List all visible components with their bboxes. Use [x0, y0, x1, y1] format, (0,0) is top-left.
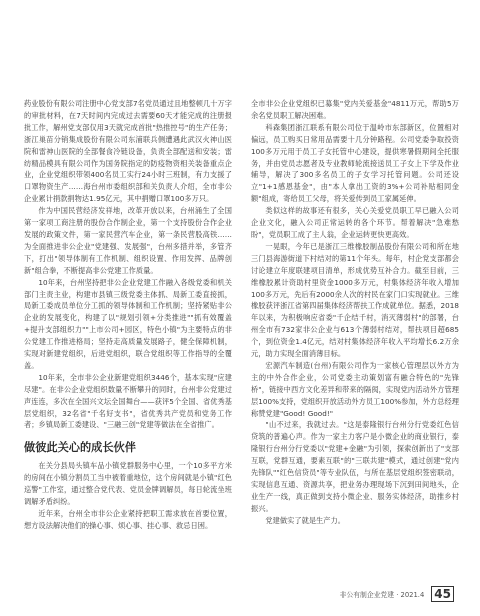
paragraph: 全市非公企业党组织已募集"党内关爱基金"4811万元，帮助5万余名党员职工解决困难。	[251, 99, 459, 120]
paragraph: 宏源汽车制造(台州)有限公司作为一家核心管理层以外方为主的中外合作企业，公司党委主动策划富有融合特色的"先锋桥"，链接中西方文化差异和带来的隔阂，实现党内活动外方管理层100%支持，党组织开放活动外方员工100%参加，外方总经理称赞党建"Good! Good!"	[251, 360, 459, 418]
top-image-band	[0, 0, 480, 96]
paragraph: 近年来，台州全市非公企业紧持把职工需求放在首要位置，想方设法解决他们的操心事、烦心事、挂心事、救忌日困。	[24, 509, 232, 530]
left-paragraphs-after	[24, 460, 232, 531]
paragraph: 10年来，全市非公企业新建党组织3446个，基本实现"应建尽建"。在非公企业党组织数量不断攀升的同时，台州非公党建过声连连，多次在全国兴文坛全国舞台——获评5个全国、省优秀基层党组织，32名省"千名好支书"，省优秀共产党员和党务工作者；乡镇局新工委建设、"三融三创"党建等做法在全省推广。	[24, 372, 232, 430]
right-column	[251, 98, 459, 527]
left-column	[24, 98, 232, 532]
paragraph: 党建做实了就是生产力。	[265, 515, 346, 525]
page-number: 45	[431, 586, 454, 602]
section-title: 做彼此关心的成长伙伴	[24, 441, 136, 455]
publication-name: 非公有制企业党建 · 2021.4	[339, 591, 425, 599]
paragraph: 药业股份有限公司注册中心党支部7名党员通过且地整顿几十万字的审批材料，在7天时间内完成过去需要60天才能完成的注册报批工作，解州党支部仅用3天就完成首批"热推控号"的生产任务；浙江巢苗分销集成股份有限公司东浦联兵侧遭遇此武汉火神山医院和雷神山医院的全部餐食冷链设备，负责全部配送和安装；雷纺精品模具有限公司作为国务院指定的防疫物资相关装备重点企业，企业党组织带领400名员工实行24小时三班制，有力支援了口罩物资生产……海台州市委组织部和关负责人介绍，全市非公企业累计捐款捐物达1.95亿元，其中捐赠口罩100多万只。	[24, 99, 232, 204]
paragraph: 科森集团浙江联系有限公司位于温岭市东部新区，位置相对偏远，员工购买日常用品需要十几分钟路程。公司党委争取投资100多万元用于员工子女托管中心建设，提供寒暑假期间全托服务，并由党员志愿者及专业教师轮流接送员工子女上下学及作业辅导，解决了300多名员工的子女学习托管问题。公司还设立"1+1感恩基金"，由"本人拿出工资的3%+公司补贴相同金额"组成，寄给员工父母，将关爱传到员工家属延伸。	[251, 122, 459, 204]
paragraph: 10年来，台州坚持把非公企业党建工作融入各级党委和机关部门主责主业，构建市县镇三级党委主体抓、局新工委直接抓，局新工委成员单位分工抓的领导体制和工作机制；坚持紧贴非公企业的发展变化，构建了以"规划引领+分类推进""抓有效覆盖+提升支部组织力""上市公司+园区，特色小镇"为主要特点的非公党建工作推进格局；坚持走高质量发展路子，健全保障机制，实现对新建党组织，后进党组织，联合党组织等工作指导的全覆盖。	[24, 277, 232, 370]
paragraph: "山不过来，我就过去。"这是泰隆银行台州分行党委红色信贷筑的普遍心声。作为一家主力客户是小微企业的商业银行，泰隆银行台州分行党委以"党建+金融"为引领，探索创新出了"支部互联，党群互通，要素互联"的"三联共建"模式，通过创建"党内先锋队""红色信贷员"等专业队伍，与所在基层党组织签密联动，实现信息互通、资源共享，把业务办理现场下沉到田间地头，企业生产一线，真正做到支持小微企业、服务实体经济，助推乡村振兴。	[251, 420, 459, 513]
paragraph: 一晃眼，今年已是浙江三维橡胶制品股份有限公司和所在地三门县海游街道下村结对的第11个年头。每年，村企党支部都会讨论建立年度联建项目清单，形成优势互补合力。截至目前，三维橡胶累计资助村里资金1000多万元，村集体经济年收入增加100多万元，先后有2000余人次的村民在家门口实现就业。三维橡胶获评浙江省第四届集体经济帮扶工作成就单位。据悉，2018年以来，为积极响应省委"千企结千村，消灭薄弱村"的部署，台州全市有732家非公企业与613个薄弱村结对，帮扶项目超685个，到位资金1.4亿元，结对村集体经济年收入平均增长6.2万余元，助力实现全面消薄目标。	[251, 241, 459, 359]
paragraph: 在关分县局头镇车品小镇党群服务中心里，一个10多平方米的房间在小镇分割员工当中被着重地位，这个房间就是小镇"红色巡警"工作室，通过整合党代表、党员金牌调解员，每日轮流坐班调解矛盾纠纷。	[24, 461, 232, 507]
left-paragraphs	[24, 98, 232, 431]
page-footer	[340, 586, 454, 602]
paragraph: 作为中国民营经济发祥地，改革开放以来，台州涌生了全国第一家项工商注册的股份合作制企业，第一个支持股份合作企业发展的政策文件，第一家民营汽车企业，第一条民营股高铁……为全面推进非公企业"党建强、发展强"，台州多措并举，多管齐下，打出"领导体制有工作机制、组织设置、作用发挥、品牌创新"组合拳，不断提高非公党建工作质量。	[24, 206, 232, 275]
right-paragraphs	[251, 98, 459, 527]
paragraph: 类似这样的故事还有很多，关心关爱党员职工早已融入公司企业文化，融入公司正常运转的各个环节。帮着解决"急难愁盼"，党员职工成了主人翁，企业运转更快更高效。	[251, 206, 459, 239]
